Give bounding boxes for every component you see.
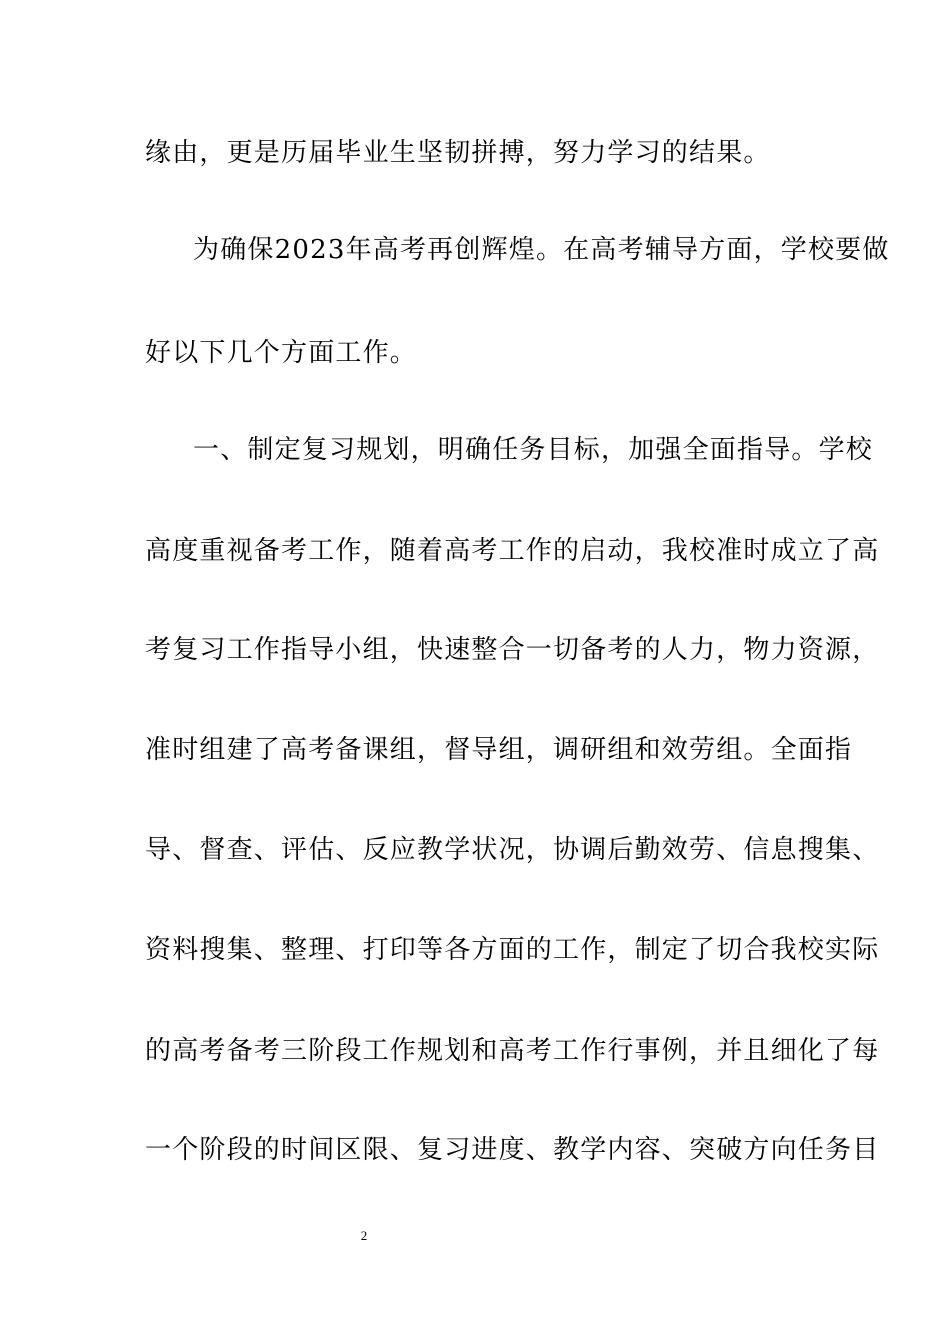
text-line-1: 缘由，更是历届毕业生坚韧拼搏，努力学习的结果。 (145, 138, 771, 168)
page-number: 2 (360, 1228, 368, 1243)
text-line-4: 一、制定复习规划，明确任务目标，加强全面指导。学校 (193, 435, 874, 465)
text-line-9: 资料搜集、整理、打印等各方面的工作，制定了切合我校实际 (145, 935, 880, 965)
text-line-5: 高度重视备考工作，随着高考工作的启动，我校准时成立了高 (145, 536, 880, 566)
text-line-11: 一个阶段的时间区限、复习进度、教学内容、突破方向任务目 (145, 1135, 880, 1165)
text-line-2: 为确保2023年高考再创辉煌。在高考辅导方面，学校要做 (193, 235, 890, 265)
text-line-7: 准时组建了高考备课组，督导组，调研组和效劳组。全面指 (145, 735, 853, 765)
text-line-6: 考复习工作指导小组，快速整合一切备考的人力，物力资源， (145, 635, 880, 665)
text-line-8: 导、督查、评估、反应教学状况，协调后勤效劳、信息搜集、 (145, 835, 880, 865)
text-line-3: 好以下几个方面工作。 (145, 338, 418, 368)
text-line-10: 的高考备考三阶段工作规划和高考工作行事例，并且细化了每 (145, 1036, 880, 1066)
